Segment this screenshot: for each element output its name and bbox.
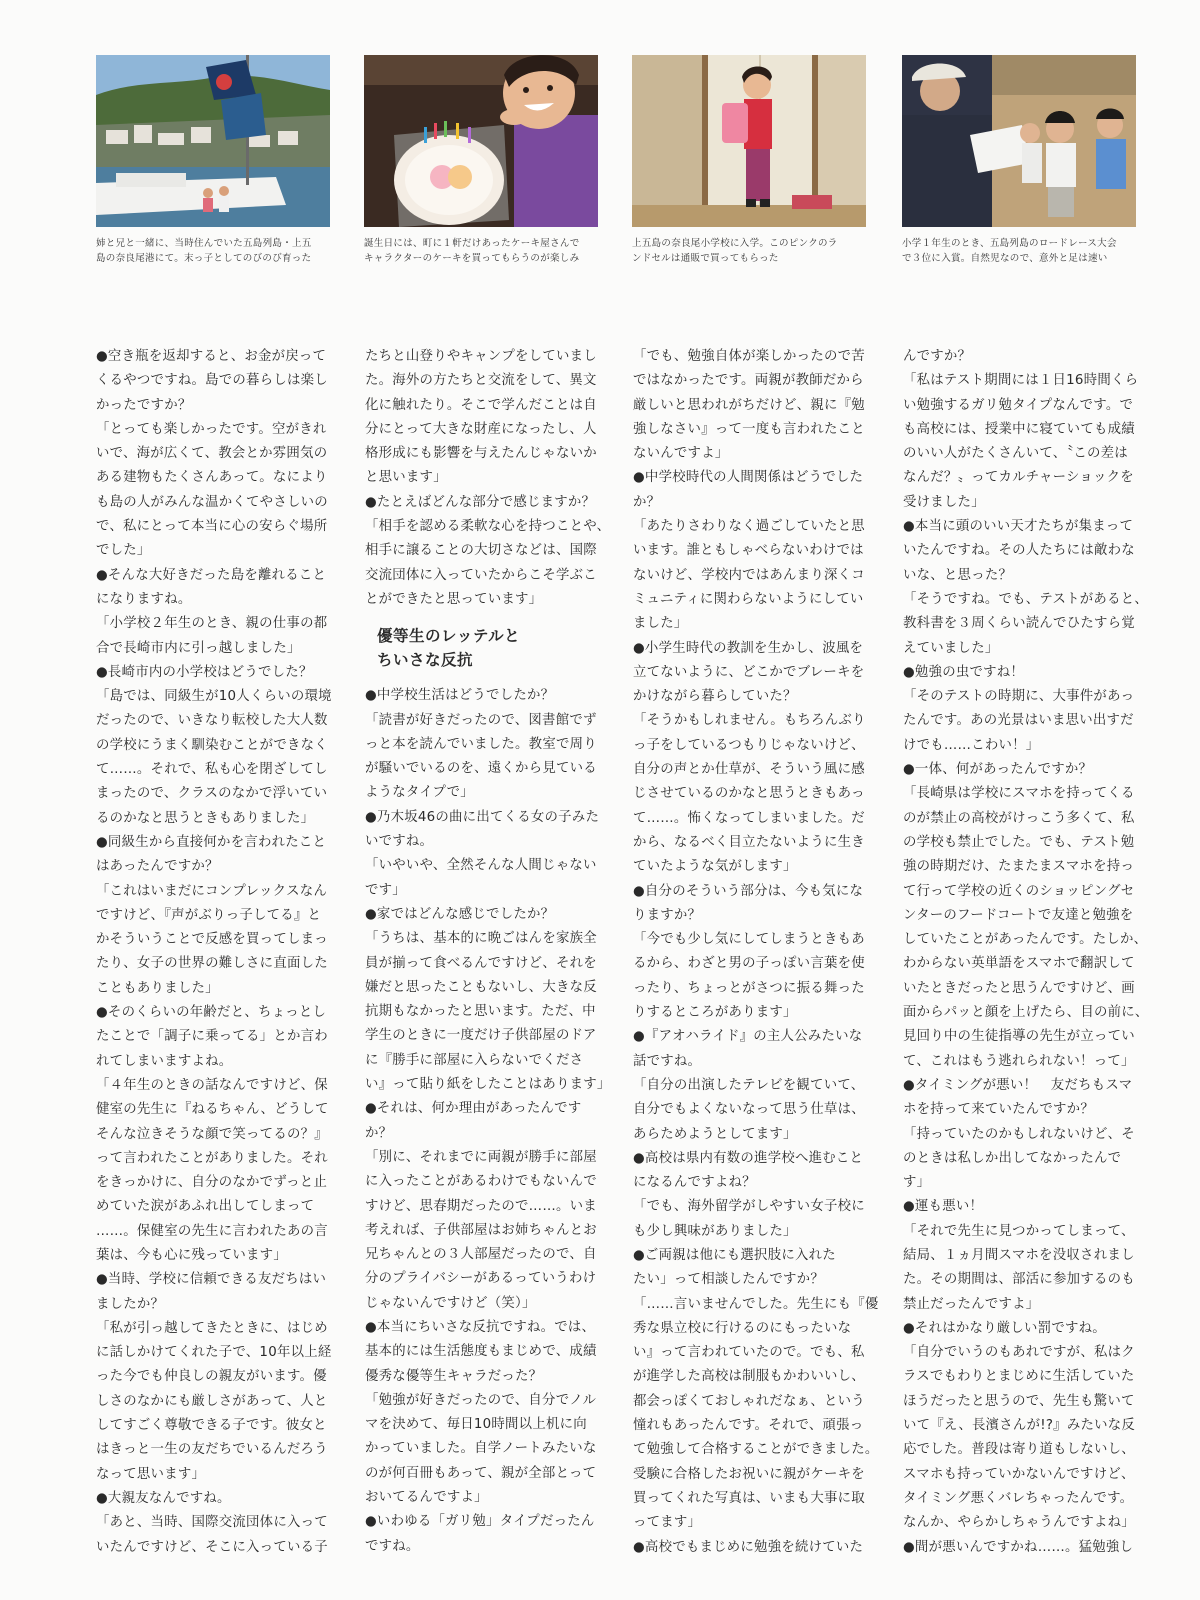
article-line: 教科書を３周くらい読んでひたすら覚	[903, 616, 1135, 632]
article-line: ●高校でもまじめに勉強を続けていた	[633, 1539, 864, 1555]
article-line: 自分の声とか仕草が、そういう風に感	[633, 762, 865, 778]
article-line: ●小学生時代の教訓を生かし、波風を	[633, 640, 864, 656]
article-line: 面からパッと顔を上げたら、目の前に、	[903, 1005, 1149, 1021]
article-line: かけながら暮らしていた？	[633, 689, 797, 705]
article-line: に入ったことがあるわけでもないんで	[365, 1174, 597, 1190]
article-line: って言われたことがありました。それ	[96, 1150, 328, 1166]
article-line: はきっと一生の友だちでいるんだろう	[96, 1442, 328, 1458]
article-line: ●そんな大好きだった島を離れること	[96, 567, 327, 583]
article-line: ●それは、何か理由があったんです	[365, 1101, 582, 1117]
article-line: 話ですね。	[633, 1053, 702, 1069]
article-line: えていました」	[903, 640, 999, 656]
article-line: 「私が引っ越してきたときに、はじめ	[96, 1320, 328, 1336]
article-line: て行って学校の近くのショッピングセ	[903, 883, 1135, 899]
article-line: た。その期間は、部活に参加するのも	[903, 1272, 1135, 1288]
article-line: が進学した高校は制服もかわいいし、	[633, 1369, 865, 1385]
article-line: けでも……こわい！」	[903, 737, 1040, 753]
article-line: 「読書が好きだったので、図書館でず	[365, 712, 597, 728]
article-line: ないんですよ」	[633, 446, 729, 462]
article-line: 「そのテストの時期に、大事件があっ	[903, 689, 1135, 705]
article-line: ましたか？	[96, 1296, 165, 1312]
article-line: 「私はテスト期間には１日16時間くら	[903, 373, 1139, 389]
photo-caption	[364, 236, 598, 266]
article-line: 受験に合格したお祝いに親がケーキを	[633, 1466, 865, 1482]
article-line: た。海外の方たちと交流をして、異文	[365, 373, 597, 389]
article-line: はあったんですか？	[96, 859, 219, 875]
article-line: っ子をしているつもりじゃないけど、	[633, 737, 865, 753]
article-line: 「うちは、基本的に晩ごはんを家族全	[365, 931, 597, 947]
article-line: いて『え、長濱さんが!?』みたいな反	[903, 1418, 1136, 1434]
article-line: そんな泣きそうな顔で笑ってるの？』	[96, 1126, 328, 1142]
article-line: 結局、１ヵ月間スマホを没収されまし	[903, 1247, 1135, 1263]
article-line: たことで「調子に乗ってる」とか言わ	[96, 1029, 328, 1045]
caption-line: キャラクターのケーキを買ってもらうのが楽しみ	[364, 253, 580, 264]
article-line: んですか？	[903, 349, 972, 364]
article-line: ●自分のそういう部分は、今も気にな	[633, 883, 864, 899]
article-line: 交流団体に入っていたからこそ学ぶこ	[365, 567, 597, 583]
photo-harbor-block	[96, 55, 330, 266]
article-line: してすごく尊敬できる子です。彼女と	[96, 1418, 327, 1434]
article-line: わからない英単語をスマホで翻訳して	[903, 956, 1135, 972]
article-line: ●いわゆる「ガリ勉」タイプだったん	[365, 1514, 595, 1530]
article-line: ってます」	[633, 1515, 702, 1531]
article-line: 「４年生のときの話なんですけど、保	[96, 1077, 328, 1093]
article-line: が騒いでいるのを、遠くから見ている	[365, 761, 597, 777]
article-line: 「長崎県は学校にスマホを持ってくる	[903, 786, 1135, 802]
caption-line: 小学１年生のとき、五島列島のロードレース大会	[902, 238, 1117, 249]
article-line: をきっかけに、自分のなかでずっと止	[96, 1175, 328, 1191]
article-line: 「でも、海外留学がしやすい女子校に	[633, 1199, 865, 1215]
article-line: の学校にうまく馴染むことができなく	[96, 737, 328, 753]
article-line: 合で長崎市内に引っ越しました」	[96, 640, 301, 656]
article-line: ではなかったです。両親が教師だから	[633, 373, 864, 389]
article-line: て……。怖くなってしまいました。だ	[633, 810, 865, 826]
article-line: ●運も悪い！	[903, 1199, 984, 1215]
article-line: ある建物もたくさんあって。なにより	[96, 470, 328, 486]
article-line: に話しかけてくれた子で、10年以上経	[96, 1345, 332, 1361]
article-line: のときは私しか出してなかったんで	[903, 1150, 1122, 1166]
article-line: ●本当にちいさな反抗ですね。では、	[365, 1319, 596, 1335]
article-line: スマホも持っていかないんですけど、	[903, 1466, 1135, 1482]
heading-line: 優等生のレッテルと	[377, 627, 521, 646]
article-line: 「これはいまだにコンプレックスなん	[96, 883, 328, 899]
photo-school-entrance	[632, 55, 866, 227]
article-line: と思います」	[365, 470, 447, 486]
article-line: じさせているのかなと思うときもあっ	[633, 786, 865, 802]
caption-line: 姉と兄と一緒に、当時住んでいた五島列島・上五	[96, 238, 312, 249]
article-line: 考えれば、子供部屋はお姉ちゃんとお	[365, 1222, 597, 1238]
article-line: 強の時期だけ、たまたまスマホを持っ	[903, 859, 1135, 875]
article-line: 「自分でいうのもあれですが、私はク	[903, 1345, 1135, 1361]
article-line: か？	[633, 494, 661, 510]
article-line: になりますね。	[96, 591, 192, 607]
article-line: ミュニティに関わらないようにしてい	[633, 591, 864, 607]
article-line: 「今でも少し気にしてしまうときもあ	[633, 932, 865, 948]
article-line: ●間が悪いんですかね……。猛勉強し	[903, 1539, 1134, 1555]
article-line: 化に触れたり。そこで学んだことは自	[365, 397, 597, 413]
article-line: い』って言われていたので。でも、私	[633, 1345, 865, 1361]
article-line: 葉は、今も心に残っています」	[96, 1247, 287, 1263]
article-line: いですね。	[365, 834, 434, 850]
article-line: ●中学校生活はどうでしたか？	[365, 688, 555, 704]
article-line: 都会っぽくておしゃれだなぁ、という	[633, 1393, 865, 1409]
article-line: 秀な県立校に行けるのにもったいな	[633, 1320, 852, 1336]
article-line: 「小学校２年生のとき、親の仕事の都	[96, 616, 328, 632]
article-line: 優秀な優等生キャラだった？	[365, 1368, 543, 1384]
article-line: めていた涙があふれ出してしまって	[96, 1199, 315, 1215]
article-line: るのかなと思うときもありました」	[96, 810, 315, 826]
article-line: たちと山登りやキャンプをしていまし	[365, 349, 597, 364]
article-line: ました」	[633, 616, 688, 632]
article-line: ●大親友なんですね。	[96, 1490, 231, 1506]
article-line: ●一体、何があったんですか？	[903, 762, 1093, 778]
article-line: あらためようとしてます」	[633, 1126, 797, 1142]
article-line: の学校も禁止でした。でも、テスト勉	[903, 834, 1135, 850]
article-line: すけど、思春期だったので……。いま	[365, 1198, 597, 1214]
photo-harbor	[96, 55, 330, 227]
article-line: 「そうかもしれません。もちろんぶり	[633, 713, 866, 729]
article-line: て勉強して合格することができました。	[633, 1442, 879, 1458]
article-line: たい」って相談したんですか？	[633, 1272, 824, 1288]
article-line: 買ってくれた写真は、いまも大事に取	[633, 1490, 865, 1506]
article-line: かそういうことで反感を買ってしまっ	[96, 932, 328, 948]
article-line: いな、と思った？	[903, 567, 1013, 583]
article-line: 「とっても楽しかったです。空がきれ	[96, 421, 327, 437]
article-line: ●乃木坂46の曲に出てくる女の子みた	[365, 809, 600, 825]
photo-birthday-block	[364, 55, 598, 266]
article-line: て、これはもう逃れられない！って」	[903, 1053, 1135, 1069]
article-line: いたんですね。その人たちには敵わな	[903, 543, 1135, 559]
article-line: も高校には、授業中に寝ていても成績	[903, 421, 1135, 437]
article-line: ●ご両親は他にも選択肢に入れた	[633, 1247, 836, 1263]
article-line: も島の人がみんな温かくてやさしいの	[96, 494, 328, 510]
photo-caption	[902, 236, 1136, 266]
article-line: なんだ？〟ってカルチャーショックを	[903, 470, 1134, 486]
article-line: ●当時、学校に信頼できる友だちはい	[96, 1272, 327, 1288]
article-line: います。誰ともしゃべらないわけでは	[633, 543, 864, 559]
article-line: のが何百冊もあって、親が全部とって	[365, 1465, 597, 1481]
article-line: いたんですけど、そこに入っている子	[96, 1539, 328, 1555]
article-line: ですね。	[365, 1538, 420, 1554]
article-line: ……。保健室の先生に言われたあの言	[96, 1223, 328, 1239]
article-line: タイミング悪くバレちゃったんです。	[903, 1490, 1134, 1506]
article-line: に『勝手に部屋に入らないでくださ	[365, 1052, 584, 1068]
photo-school-entrance-block	[632, 55, 866, 266]
article-line: なって思います」	[96, 1466, 206, 1482]
article-line: ●それはかなり厳しい罰ですね。	[903, 1320, 1106, 1336]
article-line: ていたような気がします」	[633, 859, 797, 875]
article-line: 厳しいと思われがちだけど、親に『勉	[633, 397, 865, 413]
article-line: も少し興味がありました」	[633, 1223, 797, 1239]
photo-road-race	[902, 55, 1136, 227]
article-line: ●長崎市内の小学校はどうでした？	[96, 664, 313, 680]
article-line: 「……言いませんでした。先生にも『優	[633, 1296, 879, 1312]
photo-caption	[632, 236, 866, 266]
article-line: こともありました」	[96, 980, 219, 996]
article-line: 「勉強が好きだったので、自分でノル	[365, 1392, 597, 1408]
article-line: っと本を読んでいました。教室で周り	[365, 736, 597, 752]
article-line: 強しなさい』って一度も言われたこと	[633, 421, 865, 437]
article-line: おいてるんですよ」	[365, 1490, 488, 1506]
article-line: ●勉強の虫ですね！	[903, 664, 1025, 680]
article-line: かっていました。自学ノートみたいな	[365, 1441, 597, 1457]
article-line: て……。それで、私も心を閉ざしてし	[96, 762, 328, 778]
article-line: していたことがあったんです。たしか、	[903, 932, 1148, 948]
article-column-3	[633, 345, 879, 1560]
article-line: 分のプライバシーがあるっていうわけ	[365, 1271, 597, 1287]
article-line: 「あと、当時、国際交流団体に入って	[96, 1515, 328, 1531]
article-line: 立てないように、どこかでブレーキを	[633, 664, 865, 680]
caption-line: 誕生日には、町に１軒だけあったケーキ屋さんで	[364, 238, 580, 249]
article-line: ●中学校時代の人間関係はどうでした	[633, 470, 864, 486]
section-heading	[377, 624, 601, 672]
article-line: りするところがあります」	[633, 1005, 797, 1021]
article-line: 応でした。普段は寄り道もしないし、	[903, 1442, 1135, 1458]
article-line: たり、女子の世界の難しさに直面した	[96, 956, 328, 972]
article-line: で、私にとって本当に心の安らぐ場所	[96, 519, 328, 535]
article-line: ●高校は県内有数の進学校へ進むこと	[633, 1150, 864, 1166]
article-line: 「いやいや、全然そんな人間じゃない	[365, 858, 597, 874]
article-line: 健室の先生に『ねるちゃん、どうして	[96, 1102, 329, 1118]
article-line: のいい人がたくさんいて、〝この差は	[903, 446, 1128, 462]
article-line: す」	[903, 1175, 931, 1191]
article-line: 基本的には生活態度もまじめで、成績	[365, 1344, 597, 1360]
caption-line: ンドセルは通販で買ってもらった	[632, 253, 779, 264]
article-line: 自分でもよくないなって思う仕草は、	[633, 1102, 865, 1118]
article-line: い』って貼り紙をしたことはあります」	[365, 1077, 611, 1093]
article-line: なんか、やらかしちゃうんですよね」	[903, 1515, 1135, 1531]
article-line: ないけど、学校内ではあんまり深くコ	[633, 567, 865, 583]
article-line: 「持っていたのかもしれないけど、そ	[903, 1126, 1135, 1142]
article-line: たんです。あの光景はいま思い出すだ	[903, 713, 1134, 729]
caption-line: で３位に入賞。自然児なので、意外と足は速い	[902, 253, 1108, 264]
article-line: になるんですよね？	[633, 1175, 756, 1191]
article-line: ようなタイプで」	[365, 785, 474, 801]
article-line: 抗期もなかったと思います。ただ、中	[365, 1004, 596, 1020]
article-line: くるやつですね。島での暮らしは楽し	[96, 373, 328, 389]
article-line: い勉強するガリ勉タイプなんです。で	[903, 397, 1134, 413]
article-line: じゃないんですけど（笑）」	[365, 1295, 536, 1311]
article-line: ●空き瓶を返却すると、お金が戻って	[96, 349, 327, 364]
photo-road-race-block	[902, 55, 1136, 266]
article-line: 「そうですね。でも、テストがあると、	[903, 591, 1148, 607]
article-line: とができたと思っています」	[365, 591, 543, 607]
article-line: 「島では、同級生が10人くらいの環境	[96, 689, 332, 705]
article-line: ●本当に頭のいい天才たちが集まって	[903, 519, 1134, 535]
article-line: ラスでもわりとまじめに生活していた	[903, 1369, 1135, 1385]
article-line: 「あたりさわりなく過ごしていたと思	[633, 519, 865, 535]
article-line: 憧れもあったんです。それで、頑張っ	[633, 1418, 864, 1434]
article-line: 「相手を認める柔軟な心を持つことや、	[365, 519, 611, 535]
article-column-4	[903, 345, 1149, 1560]
article-line: 「でも、勉強自体が楽しかったので苦	[633, 349, 865, 364]
article-line: いで、海が広くて、教会とか雰囲気の	[96, 446, 328, 462]
article-line: 見回り中の生徒指導の先生が立ってい	[903, 1029, 1135, 1045]
article-line: ですけど、『声がぶりっ子してる』と	[96, 907, 322, 923]
article-line: 「それで先生に見つかってしまって、	[903, 1223, 1135, 1239]
article-line: 相手に譲ることの大切さなどは、国際	[365, 543, 597, 559]
article-line: ●同級生から直接何かを言われたこと	[96, 834, 327, 850]
article-line: 学生のときに一度だけ子供部屋のドア	[365, 1028, 597, 1044]
article-line: のが禁止の高校がけっこう多くて、私	[903, 810, 1135, 826]
article-line: 分にとって大きな財産になったし、人	[365, 421, 597, 437]
article-line: でした」	[96, 543, 151, 559]
photo-row	[96, 55, 1136, 265]
article-line: りますか？	[633, 907, 702, 923]
caption-line: 上五島の奈良尾小学校に入学。このピンクのラ	[632, 238, 838, 249]
article-line: 員が揃って食べるんですけど、それを	[365, 955, 597, 971]
article-line: ったり、ちょっとがさつに振る舞った	[633, 980, 865, 996]
article-line: マを決めて、毎日10時間以上机に向	[365, 1417, 587, 1433]
article-line: 禁止だったんですよ」	[903, 1296, 1040, 1312]
article-line: だったので、いきなり転校した大人数	[96, 713, 328, 729]
article-line: いたときだったと思うんですけど、画	[903, 980, 1135, 996]
article-line: 「自分の出演したテレビを観ていて、	[633, 1077, 865, 1093]
article-line: れてしまいますよね。	[96, 1053, 233, 1069]
article-line: から、なるべく目立たないように生き	[633, 834, 865, 850]
article-line: です」	[365, 882, 406, 898]
article-line: か？	[365, 1125, 393, 1141]
photo-caption	[96, 236, 330, 266]
article-line: ●タイミングが悪い！ 友だちもスマ	[903, 1077, 1133, 1093]
article-line: ●家ではどんな感じでしたか？	[365, 906, 555, 922]
article-line: まったので、クラスのなかで浮いてい	[96, 786, 328, 802]
article-line: しさのなかにも厳しさがあって、人と	[96, 1393, 328, 1409]
article-line: ンターのフードコートで友達と勉強を	[903, 907, 1134, 923]
heading-line: ちいさな反抗	[377, 651, 474, 670]
article-line: ホを持って来ていたんですか？	[903, 1102, 1094, 1118]
article-line: ●たとえばどんな部分で感じますか？	[365, 494, 596, 510]
photo-birthday-cake	[364, 55, 598, 227]
article-line: 嫌だと思ったこともないし、大きな反	[365, 979, 597, 995]
article-line: 受けました」	[903, 494, 985, 510]
article-line: ●そのくらいの年齢だと、ちょっとし	[96, 1005, 327, 1021]
article-line: 「別に、それまでに両親が勝手に部屋	[365, 1149, 597, 1165]
article-line: かったですか？	[96, 397, 192, 413]
article-line: ●『アオハライド』の主人公みたいな	[633, 1029, 863, 1045]
article-line: ほうだったと思うので、先生も驚いて	[903, 1393, 1135, 1409]
article-line: るから、わざと男の子っぽい言葉を使	[633, 956, 865, 972]
caption-line: 島の奈良尾港にて。末っ子としてのびのび育った	[96, 253, 312, 264]
article-column-1	[96, 345, 332, 1560]
article-line: 格形成にも影響を与えたんじゃないか	[365, 446, 597, 462]
article-line: った今でも仲良しの親友がいます。優	[96, 1369, 327, 1385]
article-column-2	[365, 345, 611, 1559]
article-line: 兄ちゃんとの３人部屋だったので、自	[365, 1247, 597, 1263]
